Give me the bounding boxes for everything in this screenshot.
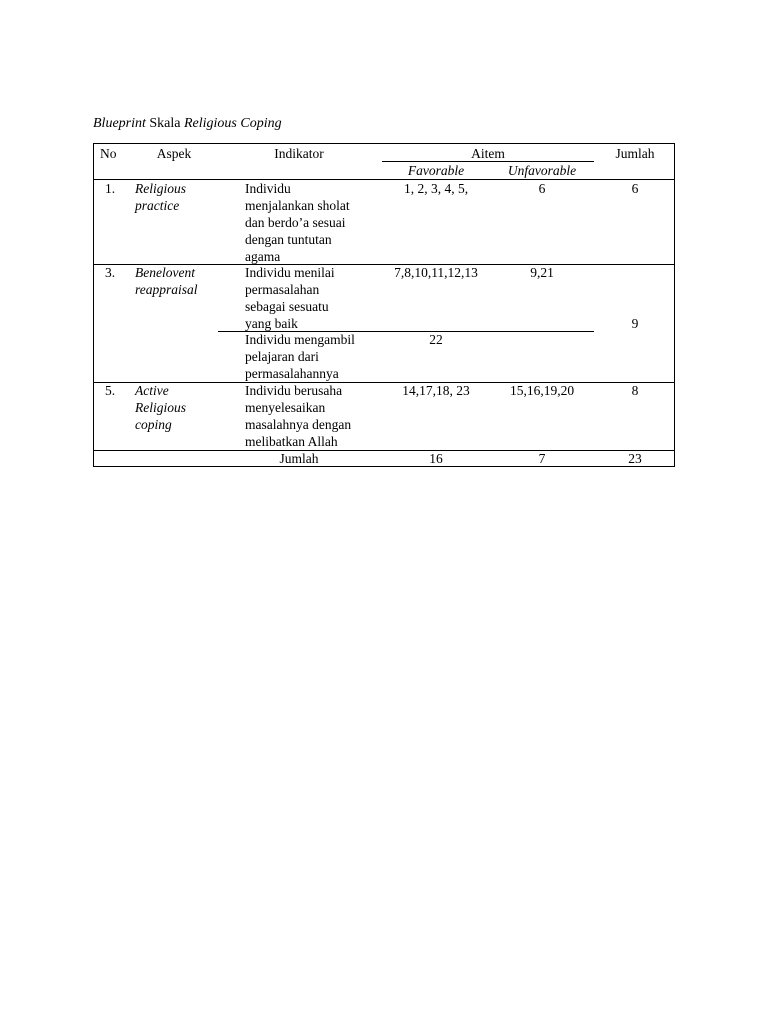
row2-jumlah: 9	[631, 316, 639, 331]
row1-indikator-line4: dengan tuntutan	[245, 232, 332, 247]
row2-indikator-line1: Individu menilai	[245, 265, 335, 280]
row1-aspek	[135, 180, 186, 214]
row2-sub-indikator-line2: pelajaran dari	[245, 349, 319, 364]
caption-religious-coping: Religious Coping	[184, 116, 282, 131]
header-jumlah: Jumlah	[615, 146, 655, 161]
table-caption	[93, 115, 282, 133]
row2-indikator-line4: yang baik	[245, 316, 298, 331]
row3-indikator-line3: masalahnya dengan	[245, 417, 352, 432]
row1-jumlah: 6	[631, 181, 639, 196]
header-indikator: Indikator	[274, 146, 324, 161]
row2-unfavorable: 9,21	[530, 265, 554, 280]
row1-indikator	[245, 180, 350, 265]
row2-favorable: 7,8,10,11,12,13	[394, 265, 478, 280]
row3-no: 5.	[105, 383, 116, 398]
row1-aspek-line2: practice	[135, 198, 180, 213]
row2-no: 3.	[105, 265, 116, 280]
row1-no: 1.	[105, 181, 116, 196]
row1-indikator-line1: Individu	[245, 181, 291, 196]
row2-sub-indikator-line1: Individu mengambil	[245, 332, 355, 347]
row1-favorable: 1, 2, 3, 4, 5,	[403, 181, 469, 196]
row2-sub-indikator-line3: permasalahannya	[245, 366, 339, 381]
total-label: Jumlah	[279, 451, 319, 466]
header-aitem: Aitem	[471, 146, 505, 161]
row2-indikator-line2: permasalahan	[245, 282, 320, 297]
row3-jumlah: 8	[631, 383, 639, 398]
header-aspek: Aspek	[156, 146, 192, 161]
blueprint-table	[93, 143, 675, 467]
header-no: No	[100, 146, 117, 161]
row2-indikator	[245, 264, 335, 332]
row3-aspek	[135, 382, 186, 433]
row3-indikator-line1: Individu berusaha	[245, 383, 343, 398]
caption-skala: Skala	[145, 116, 184, 131]
row3-aspek-line3: coping	[135, 417, 172, 432]
row3-favorable: 14,17,18, 23	[402, 383, 470, 398]
row1-aspek-line1: Religious	[135, 181, 186, 196]
row3-indikator-line2: menyelesaikan	[245, 400, 326, 415]
row3-indikator-line4: melibatkan Allah	[245, 434, 338, 449]
caption-blueprint: Blueprint	[93, 116, 146, 131]
row1-indikator-line3: dan berdo’a sesuai	[245, 215, 346, 230]
total-unfavorable: 7	[538, 451, 546, 466]
row2-aspek-line1: Benelovent	[135, 265, 195, 280]
row2-aspek-line2: reappraisal	[135, 282, 198, 297]
row2-sub-indikator	[245, 331, 355, 382]
row1-unfavorable: 6	[538, 181, 546, 196]
row3-aspek-line1: Active	[135, 383, 169, 398]
header-unfavorable: Unfavorable	[507, 163, 577, 178]
row2-aspek	[135, 264, 198, 298]
row1-indikator-line5: agama	[245, 249, 281, 264]
row3-indikator	[245, 382, 351, 450]
row2-sub-favorable: 22	[429, 332, 443, 347]
total-jumlah: 23	[628, 451, 642, 466]
row2-indikator-line3: sebagai sesuatu	[245, 299, 329, 314]
total-favorable: 16	[429, 451, 443, 466]
row3-unfavorable: 15,16,19,20	[509, 383, 575, 398]
row1-indikator-line2: menjalankan sholat	[245, 198, 350, 213]
row3-aspek-line2: Religious	[135, 400, 186, 415]
header-favorable: Favorable	[407, 163, 465, 178]
